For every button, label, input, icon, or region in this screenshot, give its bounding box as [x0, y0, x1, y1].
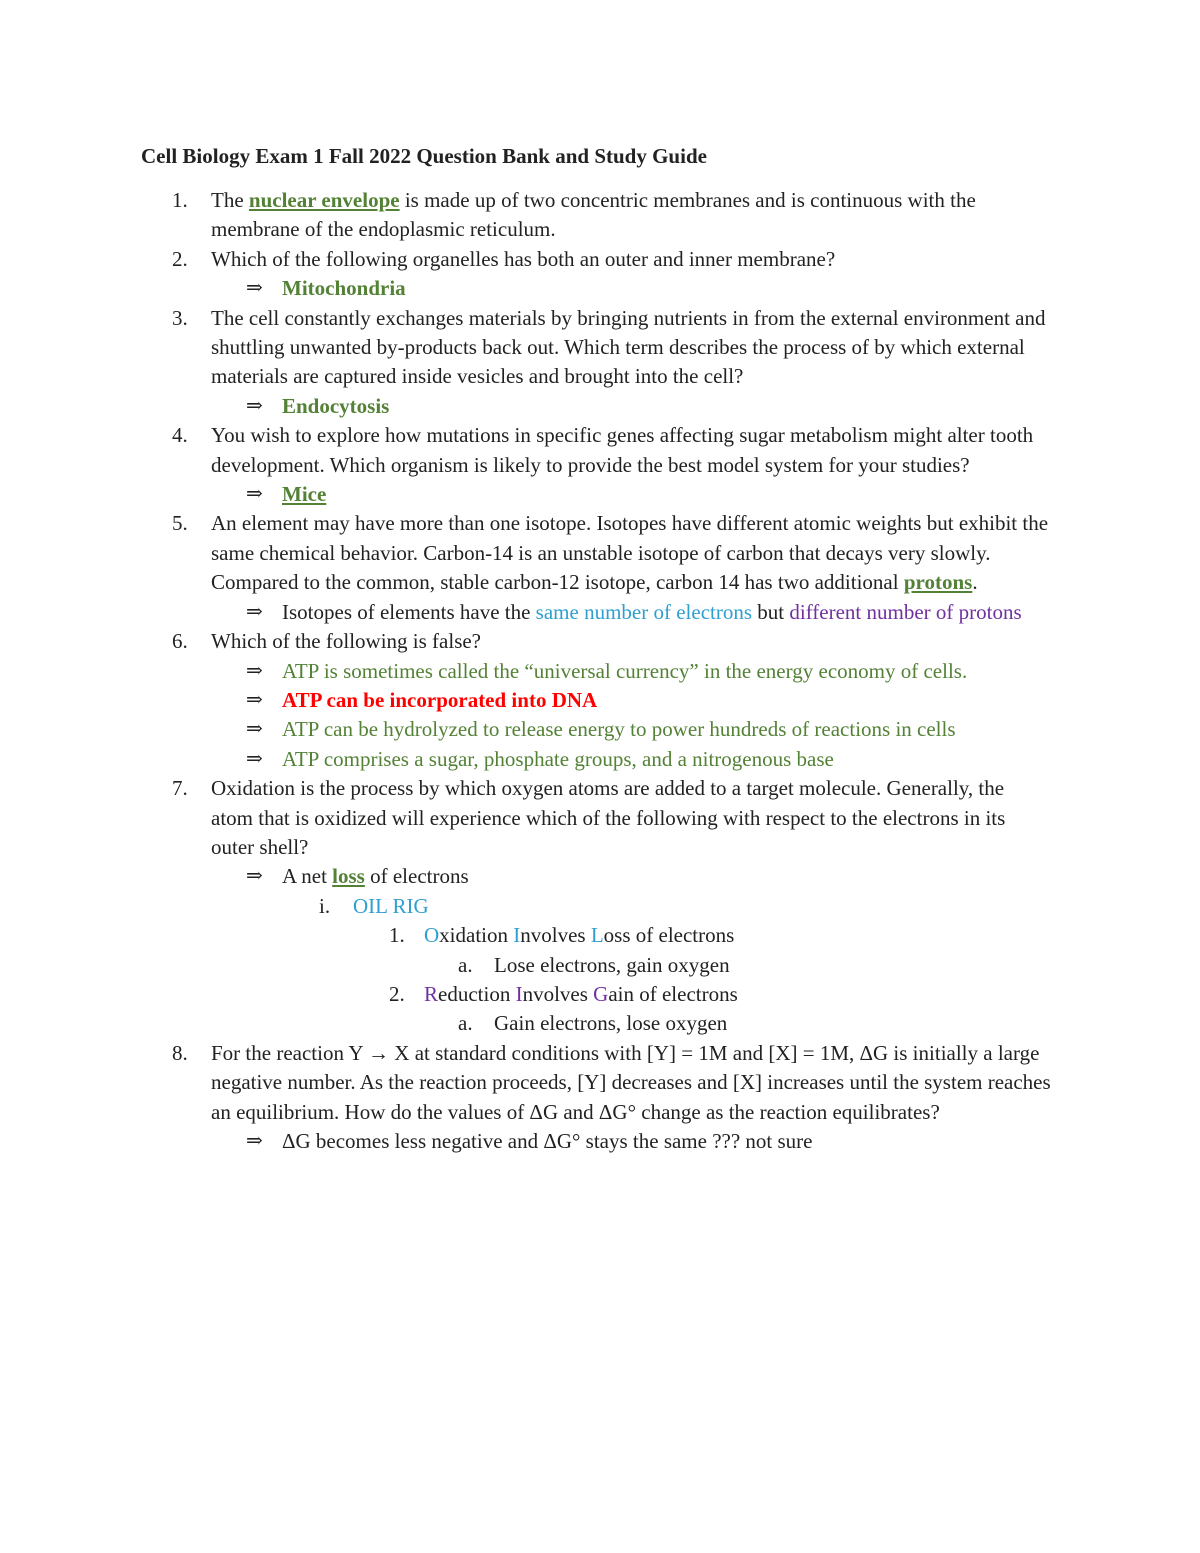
sub-number: 1. [389, 923, 405, 948]
roman-numeral: i. [319, 893, 331, 918]
question-8 [0, 1039, 1200, 1127]
arrow-icon: ⇒ [246, 483, 263, 506]
note-text: Isotopes of elements have the [282, 599, 536, 624]
arrow-icon: ⇒ [246, 718, 263, 741]
option-text: ATP can be hydrolyzed to release energy to power hundreds of reactions in cells [282, 717, 956, 742]
question-list [0, 186, 1200, 1156]
answer-row [0, 392, 1200, 421]
question-text: An element may have more than one isotope. Isotopes have different atomic weights but exhibit the same chemical behavior. Carbon-14 is an unstable isotope of carbon that decays very slowly. Compared to the common, stable carbon-12 isotope, carbon 14 has two additional [211, 511, 1049, 595]
answer-term: protons [903, 570, 973, 595]
option-text-correct: ATP can be incorporated into DNA [282, 687, 598, 712]
answer-term: loss [332, 864, 365, 889]
option-row [0, 686, 1200, 715]
arrow-icon: ⇒ [246, 688, 263, 711]
mnemonic-subitem-1a [0, 951, 1200, 980]
page-title: Cell Biology Exam 1 Fall 2022 Question Bank and Study Guide [141, 144, 707, 168]
question-number: 4. [172, 423, 188, 448]
sub-text: Lose electrons, gain oxygen [494, 952, 730, 977]
note-highlight: different number of protons [789, 599, 1022, 624]
mnemonic-word: eduction [438, 981, 516, 1006]
question-5 [0, 509, 1200, 597]
mnemonic-row [0, 892, 1200, 921]
sub-text: Gain electrons, lose oxygen [494, 1011, 728, 1036]
letter-highlight: L [590, 923, 604, 948]
question-number: 6. [172, 629, 188, 654]
question-text: Which of the following is false? [211, 629, 482, 654]
mnemonic-item-1 [0, 921, 1200, 950]
mnemonic-subitem-2a [0, 1009, 1200, 1038]
question-7 [0, 774, 1200, 862]
mnemonic-word: xidation [439, 923, 514, 948]
arrow-icon: ⇒ [246, 865, 263, 888]
option-row [0, 715, 1200, 744]
letter-highlight: G [593, 981, 609, 1006]
sub-letter: a. [458, 1011, 473, 1036]
option-row [0, 745, 1200, 774]
question-number: 3. [172, 305, 188, 330]
answer-text: Endocytosis [282, 393, 390, 418]
answer-row [0, 480, 1200, 509]
question-text: You wish to explore how mutations in specific genes affecting sugar metabolism might alter tooth development. Which organism is likely to provide the best model system for your studies? [211, 423, 1034, 477]
question-1 [0, 186, 1200, 245]
answer-text: ΔG becomes less negative and ΔG° stays the same ??? not sure [282, 1129, 813, 1153]
mnemonic-text: OIL RIG [353, 893, 429, 918]
option-text: ATP is sometimes called the “universal currency” in the energy economy of cells. [282, 658, 968, 683]
arrow-icon: ⇒ [246, 277, 263, 300]
answer-term: nuclear envelope [248, 188, 400, 212]
question-6 [0, 627, 1200, 656]
question-2 [0, 245, 1200, 274]
answer-row [0, 598, 1200, 627]
question-number: 1. [172, 188, 188, 212]
question-text: For the reaction Y → X at standard conditions with [Y] = 1M and [X] = 1M, ΔG is initially a large negative number. As the reaction proceeds, [Y] decreases and [X] increases until the system reaches an equilibrium. How do the values of ΔG and ΔG° change as the reaction equilibrates? [211, 1040, 1051, 1124]
note-highlight: same number of electrons [535, 599, 753, 624]
question-text: The cell constantly exchanges materials by bringing nutrients in from the external environment and shuttling unwanted by-products back out. Which term describes the process of by which external materials are captured inside vesicles and brought into the cell? [211, 305, 1046, 389]
question-text: The [211, 188, 249, 212]
letter-highlight: I [513, 923, 521, 948]
answer-row [0, 862, 1200, 891]
letter-highlight: I [515, 981, 523, 1006]
question-3 [0, 304, 1200, 392]
question-4 [0, 421, 1200, 480]
question-text: . [972, 570, 978, 595]
mnemonic-item-2 [0, 980, 1200, 1009]
arrow-icon: ⇒ [246, 600, 263, 623]
question-text: Which of the following organelles has both an outer and inner membrane? [211, 246, 836, 271]
question-number: 2. [172, 246, 188, 271]
question-text: is made up of two concentric membranes and is continuous with the membrane of the endoplasmic reticulum. [211, 188, 976, 242]
mnemonic-word: oss of electrons [603, 923, 735, 948]
mnemonic-word: nvolves [520, 923, 591, 948]
answer-row [0, 274, 1200, 303]
arrow-icon: ⇒ [246, 747, 263, 770]
answer-text: A net [282, 864, 333, 889]
question-number: 5. [172, 511, 188, 536]
answer-text: Mice [282, 482, 327, 507]
mnemonic-word: ain of electrons [608, 981, 738, 1006]
option-text: ATP comprises a sugar, phosphate groups, and a nitrogenous base [282, 746, 834, 771]
question-number: 7. [172, 776, 188, 801]
answer-row [0, 1127, 1200, 1156]
letter-highlight: O [424, 923, 440, 948]
answer-text: of electrons [364, 864, 469, 889]
option-row [0, 657, 1200, 686]
arrow-icon: ⇒ [246, 659, 263, 682]
answer-text: Mitochondria [282, 276, 406, 301]
letter-highlight: R [424, 981, 439, 1006]
question-number: 8. [172, 1040, 188, 1065]
arrow-icon: ⇒ [246, 1130, 263, 1152]
sub-letter: a. [458, 952, 473, 977]
note-text: but [752, 599, 790, 624]
mnemonic-word: nvolves [522, 981, 594, 1006]
arrow-icon: ⇒ [246, 394, 263, 417]
question-text: Oxidation is the process by which oxygen atoms are added to a target molecule. Generally, the atom that is oxidized will experience which of the following with respect to the electrons in its outer shell? [211, 776, 1006, 859]
sub-number: 2. [389, 981, 405, 1006]
